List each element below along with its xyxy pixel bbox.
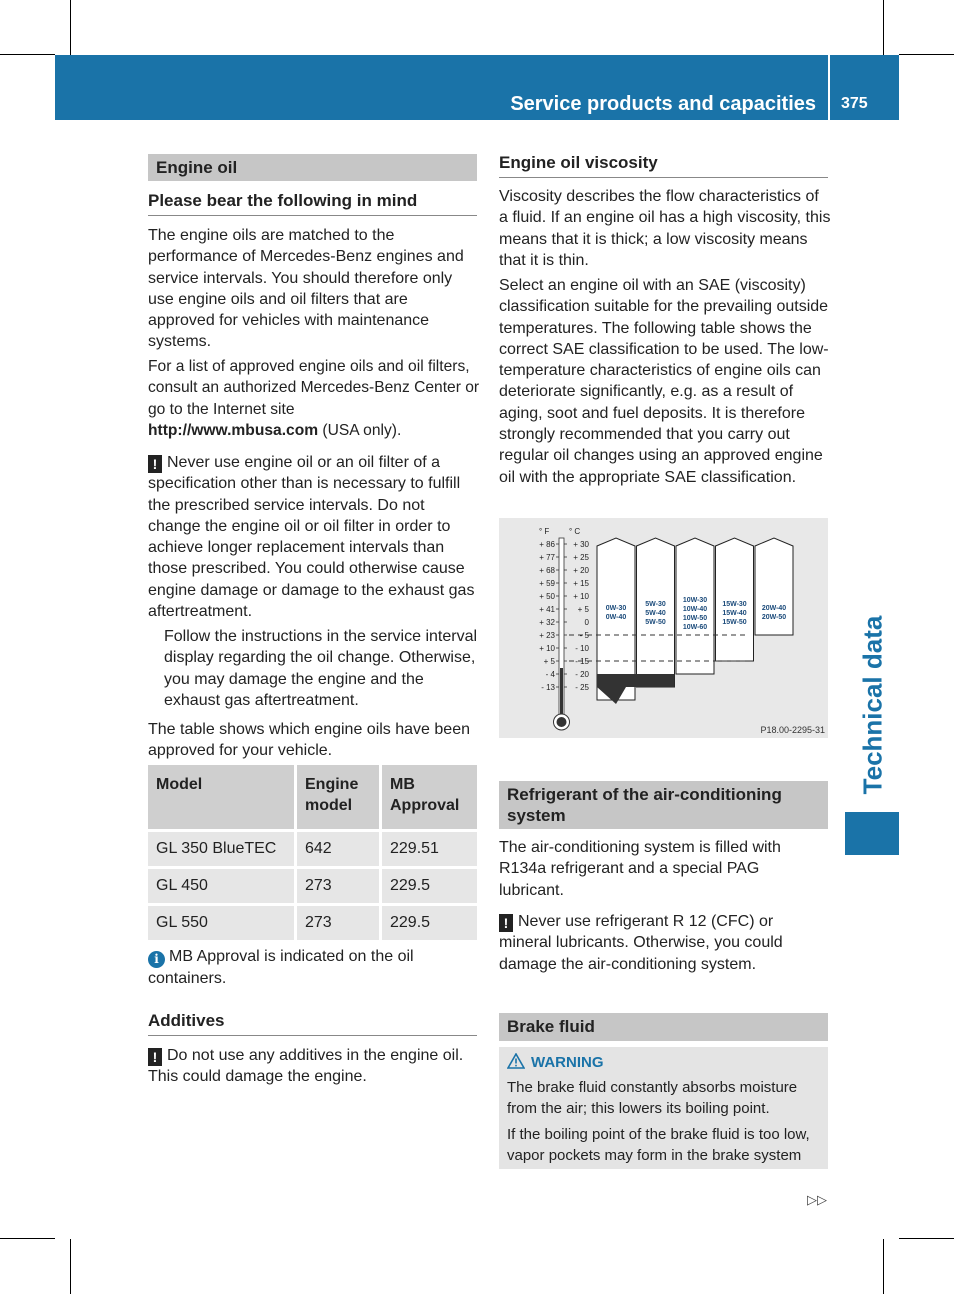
side-tab-marker (845, 812, 899, 855)
exclamation-icon: ! (148, 1048, 162, 1066)
warning-note (148, 1045, 480, 1088)
table-cell: 642 (296, 831, 381, 868)
tick-label-fahrenheit: + 23 (539, 631, 555, 640)
side-tab-label: Technical data (857, 615, 888, 795)
warning-title-text: WARNING (531, 1054, 604, 1071)
exclamation-icon: ! (499, 914, 513, 932)
bar (716, 538, 754, 661)
tick-label-fahrenheit: + 86 (539, 540, 555, 549)
bar-label: 0W-40 (605, 614, 627, 621)
tick-label-fahrenheit: - 13 (541, 683, 555, 692)
warning-text: Do not use any additives in the engine oil. This could damage the engine. (148, 1047, 464, 1086)
warning-note-continued: Follow the instructions in the service interval display regarding the oil change. Otherwise, you may damage the engine and the exhaust gas aftertreatment. (164, 628, 478, 709)
bar-label: 20W-50 (761, 614, 787, 621)
table-header: Model (148, 765, 296, 831)
crop-mark (883, 1239, 884, 1294)
crop-mark (0, 54, 55, 55)
paragraph: Viscosity describes the flow characteristics of a fluid. If an engine oil has a high viscosity, this means that it is thick; a low viscosity means that it is thin. (499, 188, 831, 269)
tick-label-celsius: - 10 (575, 644, 589, 653)
subheading-additives: Additives (148, 1011, 477, 1036)
crop-mark (0, 1238, 55, 1239)
section-heading-engine-oil: Engine oil (148, 154, 477, 181)
table-row (148, 868, 477, 905)
bar-label: 5W-50 (645, 619, 666, 626)
tick-label-celsius: + 10 (573, 592, 589, 601)
bar-label: 15W-30 (722, 601, 747, 608)
axis-unit-celsius: ° C (569, 527, 581, 536)
bar-label: 5W-30 (645, 601, 666, 608)
warning-note (148, 452, 480, 622)
subheading-bear-in-mind: Please bear the following in mind (148, 191, 477, 216)
bar-label: 20W-40 (761, 605, 787, 612)
crop-mark (70, 1239, 71, 1294)
bar-label: 10W-40 (682, 606, 708, 613)
tick-label-fahrenheit: + 68 (539, 566, 555, 575)
axis-unit-fahrenheit: ° F (539, 527, 550, 536)
tick-label-celsius: - 15 (575, 657, 589, 666)
subheading-viscosity: Engine oil viscosity (499, 153, 828, 178)
table-cell: GL 350 BlueTEC (148, 831, 296, 868)
paragraph: The table shows which engine oils have been approved for your vehicle. (148, 721, 470, 760)
tick-label-celsius: + 5 (577, 605, 589, 614)
continued-marker: ▷▷ (807, 1192, 827, 1207)
table-header: Engine model (296, 765, 381, 831)
tick-label-celsius: + 25 (573, 553, 589, 562)
bar-label: 0W-30 (605, 605, 627, 612)
tick-label-fahrenheit: + 10 (539, 644, 555, 653)
warning-text: Never use refrigerant R 12 (CFC) or mineral lubricants. Otherwise, you could damage the air-conditioning system. (499, 913, 783, 973)
viscosity-chart (499, 518, 828, 738)
header-divider (828, 55, 830, 120)
page-number: 375 (841, 95, 868, 112)
table-cell: 273 (296, 905, 381, 941)
paragraph: Select an engine oil with an SAE (viscosity) classification suitable for the prevailing outside temperatures. The following table shows the correct SAE classification to be used. The low-temperature characteristics of engine oils can deteriorate significantly, e.g. as a result of aging, soot and fuel deposits. It is therefore strongly recommended that you carry out regular oil changes using an approved engine oil with the appropriate SAE classification. (499, 277, 829, 486)
thermometer-mercury (560, 668, 563, 718)
paragraph (148, 356, 480, 441)
tick-label-fahrenheit: + 5 (543, 657, 555, 666)
tick-label-fahrenheit: + 41 (539, 605, 555, 614)
section-heading-brake-fluid: Brake fluid (499, 1013, 828, 1041)
exclamation-icon: ! (148, 455, 162, 473)
table-cell: GL 550 (148, 905, 296, 941)
warning-triangle-icon (507, 1053, 525, 1069)
paragraph: The air-conditioning system is filled with R134a refrigerant and a special PAG lubricant. (499, 839, 781, 899)
tick-label-celsius: 0 (584, 618, 589, 627)
tick-label-fahrenheit: + 50 (539, 592, 555, 601)
thermometer-bulb-fill (557, 717, 567, 727)
table-row (148, 905, 477, 941)
table-header: MB Approval (381, 765, 478, 831)
tick-label-celsius: - 5 (579, 631, 589, 640)
info-note (148, 946, 477, 989)
info-text: MB Approval is indicated on the oil containers. (148, 948, 414, 987)
warning-text: The brake fluid constantly absorbs moisture from the air; this lowers its boiling point. (507, 1079, 798, 1117)
table-cell: 229.51 (381, 831, 478, 868)
bar-label: 10W-50 (682, 615, 708, 622)
table-header-row (148, 765, 477, 831)
tick-label-fahrenheit: + 32 (539, 618, 555, 627)
tick-label-fahrenheit: - 4 (545, 670, 555, 679)
table-cell: 229.5 (381, 905, 478, 941)
paragraph-text: (USA only). (318, 421, 402, 439)
tick-label-celsius: + 20 (573, 566, 589, 575)
table-row (148, 831, 477, 868)
bar-label: 5W-40 (645, 610, 666, 617)
figure-id: P18.00-2295-31 (760, 725, 825, 735)
section-heading-refrigerant: Refrigerant of the air-conditioning system (499, 781, 828, 829)
warning-text: If the boiling point of the brake fluid is too low, vapor pockets may form in the brake system (507, 1126, 810, 1164)
website-link[interactable]: http://www.mbusa.com (148, 421, 319, 439)
side-tab (845, 600, 901, 810)
warning-note (499, 911, 828, 975)
crop-mark (883, 0, 884, 55)
tick-label-fahrenheit: + 77 (539, 553, 555, 562)
page-title: Service products and capacities (510, 93, 816, 115)
tick-label-celsius: + 30 (573, 540, 589, 549)
table-cell: 273 (296, 868, 381, 905)
table-cell: GL 450 (148, 868, 296, 905)
tick-label-celsius: - 25 (575, 683, 589, 692)
oil-approval-table (148, 765, 477, 940)
bar-label: 10W-30 (682, 597, 708, 604)
crop-mark (70, 0, 71, 55)
warning-text: Never use engine oil or an oil filter of a specification other than is necessary to fulfill the prescribed service intervals. Do not change the engine oil or oil filter in order to achieve longer replacement intervals than those prescribed. You could otherwise cause engine damage or damage to the exhaust gas aftertreatment. (148, 454, 475, 621)
tick-label-celsius: - 20 (575, 670, 589, 679)
viscosity-chart-svg (499, 518, 828, 738)
bar-label: 15W-50 (722, 619, 747, 626)
bar-label: 10W-60 (682, 624, 708, 631)
paragraph: The engine oils are matched to the performance of Mercedes-Benz engines and service intervals. You should therefore only use engine oils and oil filters that are approved for vehicles with maintenance systems. (148, 227, 464, 351)
bar-label: 15W-40 (722, 610, 747, 617)
paragraph-text: For a list of approved engine oils and oil filters, consult an authorized Mercedes-Benz Center or go to the Internet site (148, 358, 480, 418)
tick-label-celsius: + 15 (573, 579, 589, 588)
info-icon: i (148, 951, 165, 968)
tick-label-fahrenheit: + 59 (539, 579, 555, 588)
crop-mark (899, 1238, 954, 1239)
warning-title (507, 1053, 604, 1071)
crop-mark (899, 54, 954, 55)
table-cell: 229.5 (381, 868, 478, 905)
